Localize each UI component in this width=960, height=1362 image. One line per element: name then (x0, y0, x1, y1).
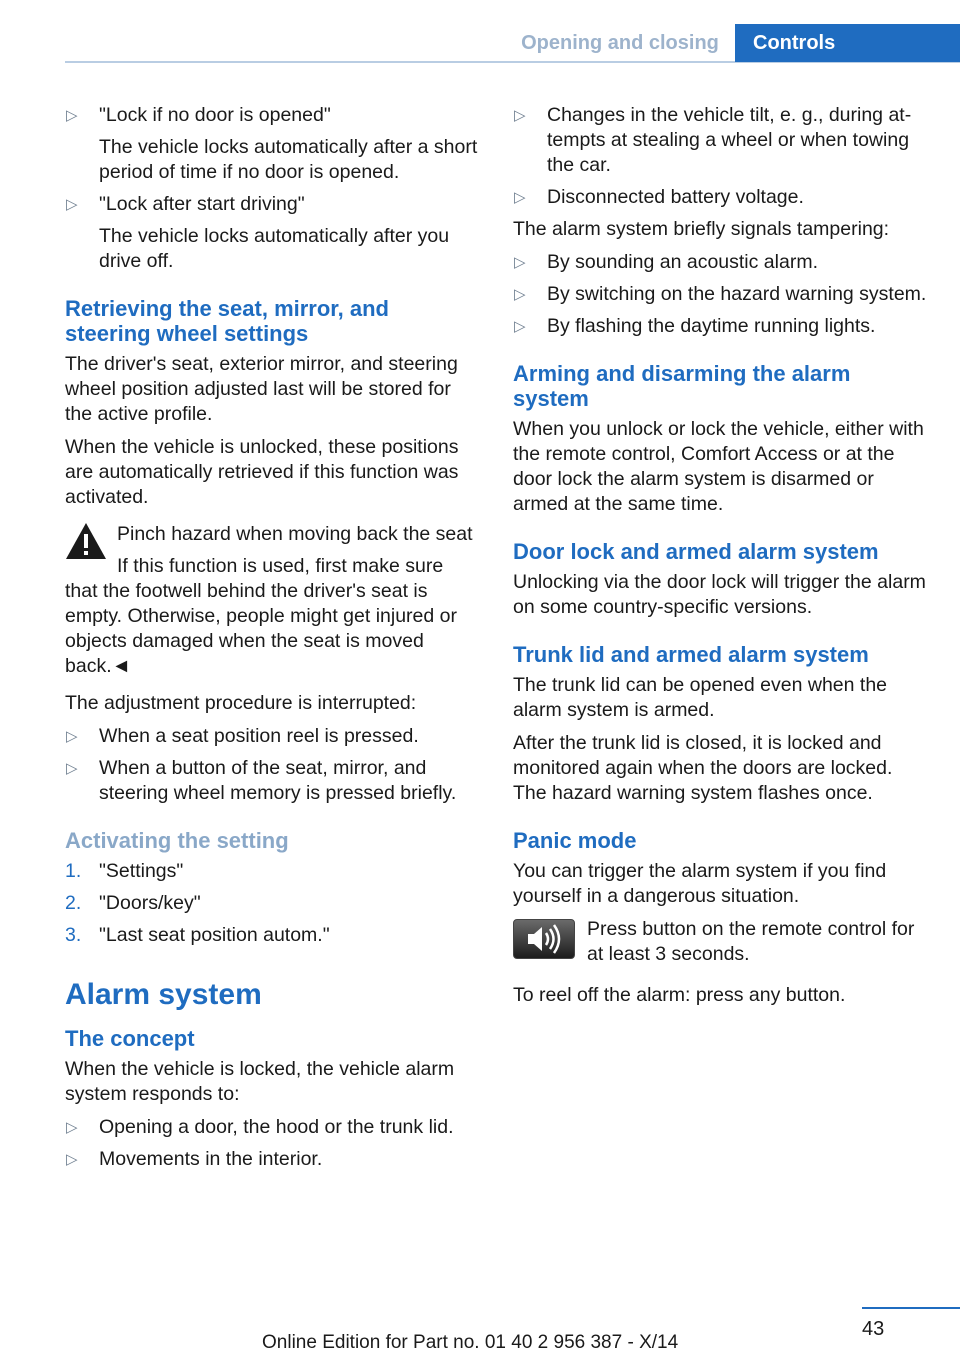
triangle-bullet-icon: ▷ (514, 189, 526, 206)
warning-note (65, 522, 480, 579)
list-item (65, 103, 480, 185)
list-item-text: Opening a door, the hood or the trunk lid. (99, 1116, 454, 1138)
right-column (513, 103, 928, 1016)
header-section-title: Opening and closing (521, 32, 719, 54)
step-text: "Doors/key" (99, 892, 201, 914)
step-text: "Settings" (99, 860, 184, 882)
step-number: 1. (65, 860, 82, 882)
page-number: 43 (862, 1318, 885, 1340)
step-number: 2. (65, 892, 82, 914)
paragraph: When you unlock or lock the vehicle, either with the remote control, Comfort Access or at the door lock the alarm system is disarmed or armed at the same time. (513, 418, 924, 515)
footer-rule (862, 1307, 960, 1309)
triangle-bullet-icon: ▷ (514, 286, 526, 303)
triangle-bullet-icon: ▷ (514, 254, 526, 271)
list-item-text: Changes in the vehicle tilt, e. g., during attempts at stealing a wheel or when towing the car. (547, 104, 912, 176)
numbered-step (65, 923, 480, 948)
paragraph: When the vehicle is locked, the vehicle alarm system responds to: (65, 1058, 455, 1105)
list-item-label: "Lock after start driving" (99, 193, 305, 215)
panic-button-text: Press button on the remote control for at least 3 seconds. (587, 918, 915, 965)
footer-edition: Online Edition for Part no. 01 40 2 956 387 - X/14 (262, 1332, 679, 1353)
list-item-text: By flashing the daytime running lights. (547, 315, 876, 337)
section-heading: Door lock and armed alarm system (513, 539, 879, 564)
paragraph: When the vehicle is unlocked, these positions are automatically retrieved if this function was activated. (65, 436, 459, 508)
paragraph: The adjustment procedure is interrupted: (65, 692, 417, 714)
chapter-title: Alarm system (65, 978, 262, 1011)
panic-button-icon (513, 919, 575, 959)
list-item-text: Movements in the interior. (99, 1148, 323, 1170)
numbered-step (65, 859, 480, 884)
warning-triangle-icon (65, 522, 107, 567)
list-item (513, 103, 928, 178)
list-item (65, 724, 480, 749)
list-item-label: "Lock if no door is opened" (99, 104, 331, 126)
step-text: "Last seat position autom." (99, 924, 330, 946)
paragraph: To reel off the alarm: press any button. (513, 984, 846, 1006)
list-item-description: The vehicle locks automatically after you drive off. (99, 225, 450, 272)
triangle-bullet-icon: ▷ (66, 107, 78, 124)
section-heading: Panic mode (513, 828, 637, 853)
list-item (65, 192, 480, 274)
section-heading: Trunk lid and armed alarm system (513, 642, 869, 667)
triangle-bullet-icon: ▷ (66, 728, 78, 745)
numbered-step (65, 891, 480, 916)
header-tab-controls[interactable]: Controls (735, 24, 960, 62)
triangle-bullet-icon: ▷ (514, 318, 526, 335)
triangle-bullet-icon: ▷ (66, 1119, 78, 1136)
list-item (513, 250, 928, 275)
list-item (65, 1147, 480, 1172)
panic-button-instruction (513, 917, 928, 969)
section-heading: Retrieving the seat, mirror, and steering wheel settings (65, 296, 389, 346)
triangle-bullet-icon: ▷ (66, 1151, 78, 1168)
warning-body: that the footwell behind the driver's seat is empty. Otherwise, people might get injured or objects damaged when the seat is moved back.◄ (65, 580, 457, 677)
section-heading: Arming and disarming the alarm system (513, 361, 851, 411)
triangle-bullet-icon: ▷ (514, 107, 526, 124)
list-item-description: The vehicle locks automatically after a short period of time if no door is opened. (99, 136, 478, 183)
list-item-text: When a seat position reel is pressed. (99, 725, 419, 747)
list-item (513, 282, 928, 307)
subsection-heading: Activating the setting (65, 828, 289, 853)
list-item-text: By sounding an acoustic alarm. (547, 251, 818, 273)
list-item-text: By switching on the hazard warning system. (547, 283, 927, 305)
list-item-text: When a button of the seat, mirror, and steering wheel memory is pressed briefly. (99, 757, 457, 804)
list-item-text: Disconnected battery voltage. (547, 186, 804, 208)
paragraph: The driver's seat, exterior mirror, and steering wheel position adjusted last will be stored for the active profile. (65, 353, 458, 425)
paragraph: After the trunk lid is closed, it is locked and monitored again when the doors are locked. The hazard warning system flashes once. (513, 732, 893, 804)
list-item (65, 756, 480, 806)
step-number: 3. (65, 924, 82, 946)
paragraph: The trunk lid can be opened even when the alarm system is armed. (513, 674, 888, 721)
paragraph: You can trigger the alarm system if you find yourself in a dangerous situation. (513, 860, 887, 907)
section-heading: The concept (65, 1026, 195, 1051)
paragraph: Unlocking via the door lock will trigger the alarm on some country-specific versions. (513, 571, 926, 618)
triangle-bullet-icon: ▷ (66, 196, 78, 213)
paragraph: The alarm system briefly signals tampering: (513, 218, 890, 240)
triangle-bullet-icon: ▷ (66, 760, 78, 777)
list-item (513, 314, 928, 339)
left-column (65, 103, 480, 1179)
warning-title: Pinch hazard when moving back the seat (117, 523, 473, 545)
warning-line: If this function is used, first make sure (117, 555, 444, 577)
list-item (65, 1115, 480, 1140)
list-item (513, 185, 928, 210)
